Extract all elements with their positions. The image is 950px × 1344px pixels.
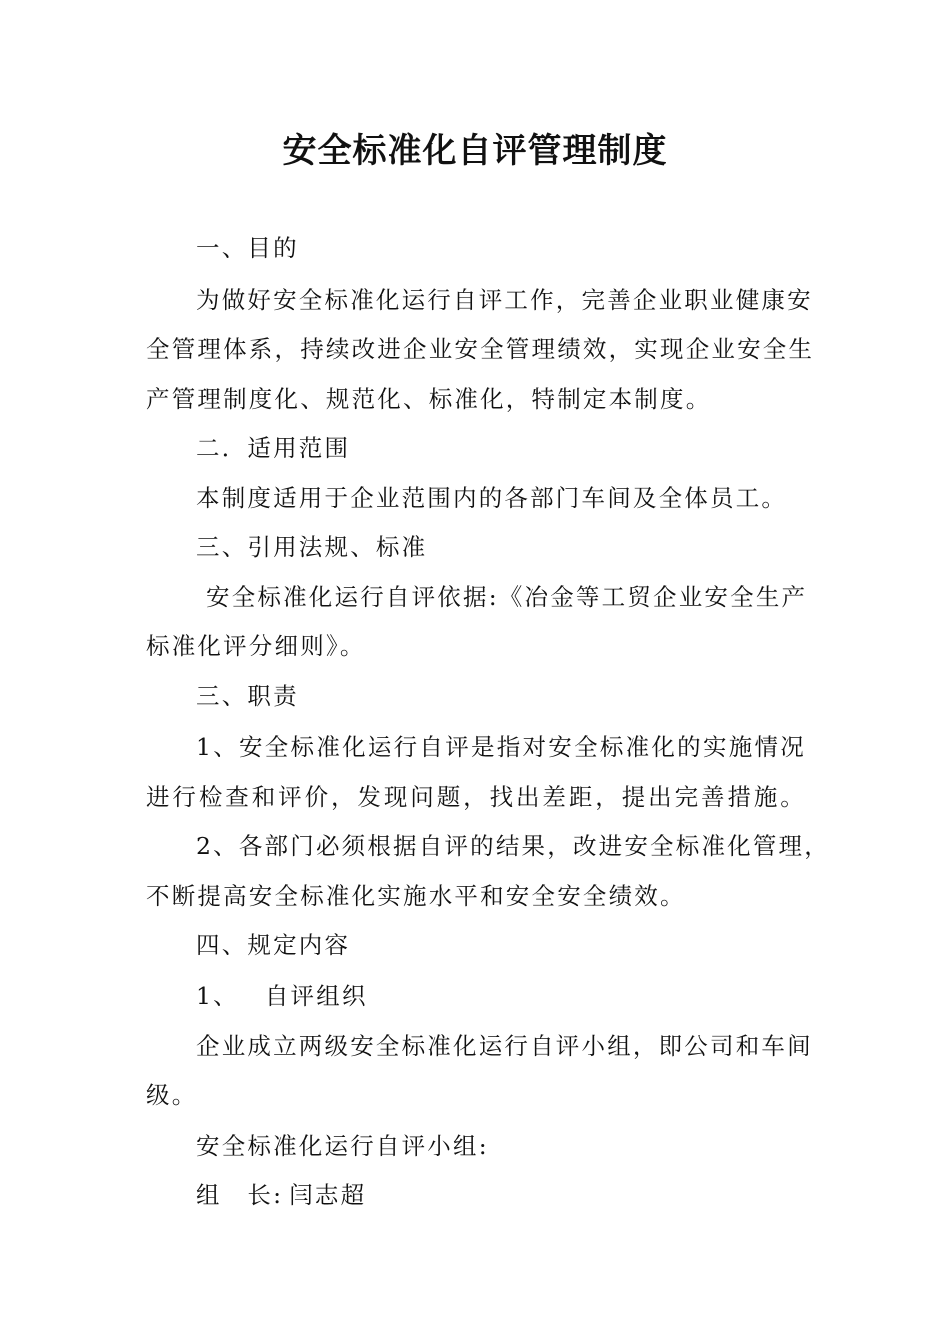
purpose-heading: 一、目的	[196, 234, 299, 262]
content-subheading-1-text: 自评组织	[264, 982, 368, 1010]
purpose-paragraph-line-3: 产管理制度化、规范化、标准化，特制定本制度。	[146, 385, 712, 413]
purpose-paragraph-line-1: 为做好安全标准化运行自评工作，完善企业职业健康安	[196, 286, 813, 314]
document-title: 安全标准化自评管理制度	[282, 131, 668, 171]
reference-paragraph-line-2: 标准化评分细则》。	[146, 632, 366, 660]
scope-text: 本制度适用于企业范围内的各部门车间及全体员工。	[196, 484, 788, 512]
organization-line-2: 级。	[146, 1081, 198, 1109]
reference-heading: 三、引用法规、标准	[196, 533, 428, 561]
duty-2-line-2: 不断提高安全标准化实施水平和安全安全绩效。	[146, 882, 686, 910]
duty-2-line-1: 2、各部门必须根据自评的结果，改进安全标准化管理，	[196, 832, 830, 860]
content-subheading-1	[196, 978, 866, 1014]
content-subheading-1-number: 1、	[196, 982, 239, 1010]
group-leader-row	[196, 1177, 866, 1213]
duty-1-line-1: 1、安全标准化运行自评是指对安全标准化的实施情况	[196, 733, 806, 761]
group-leader-name: 闫志超	[289, 1181, 367, 1209]
reference-paragraph-line-1: 安全标准化运行自评依据:《冶金等工贸企业安全生产	[206, 583, 808, 611]
content-heading: 四、规定内容	[196, 931, 351, 959]
group-label: 安全标准化运行自评小组:	[196, 1132, 489, 1160]
group-leader-label: 组 长:	[196, 1181, 284, 1209]
purpose-paragraph-line-2: 全管理体系，持续改进企业安全管理绩效，实现企业安全生	[146, 335, 815, 363]
organization-line-1: 企业成立两级安全标准化运行自评小组，即公司和车间	[196, 1032, 813, 1060]
duties-heading: 三、职责	[196, 682, 299, 710]
duty-1-line-2: 进行检查和评价，发现问题，找出差距，提出完善措施。	[146, 783, 806, 811]
scope-heading: 二．适用范围	[196, 434, 351, 462]
